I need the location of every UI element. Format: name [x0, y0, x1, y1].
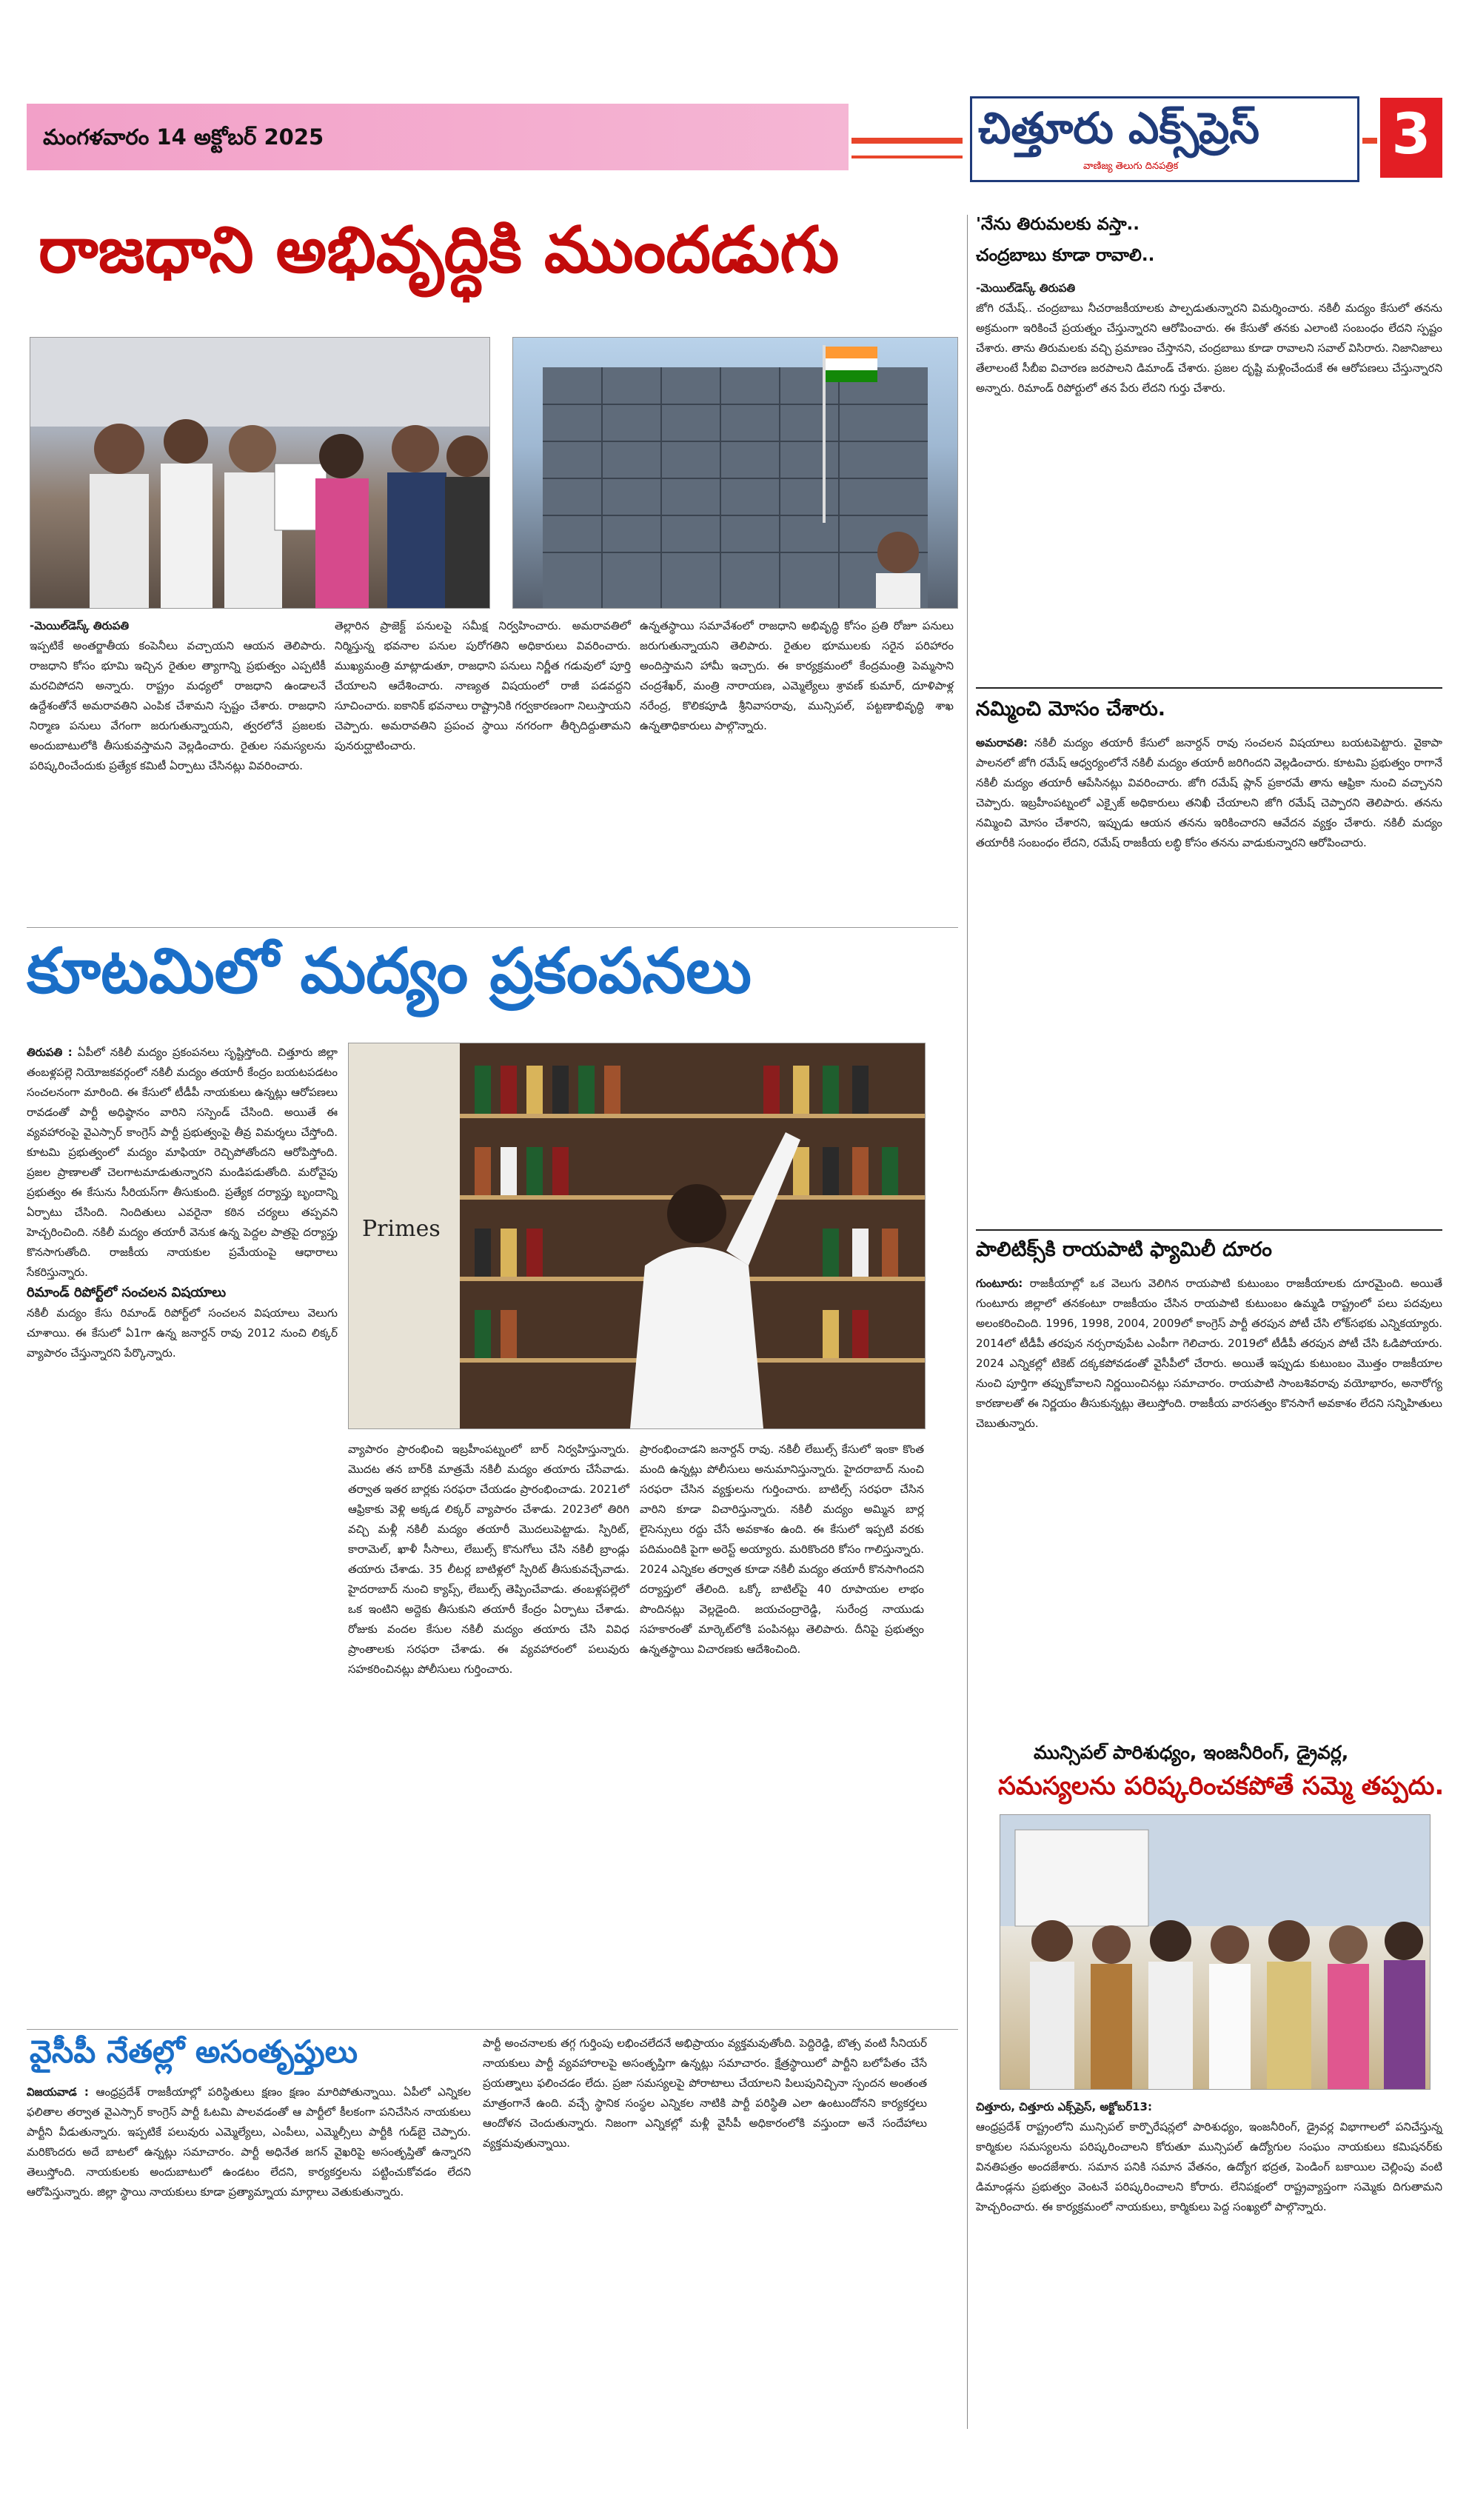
tirumala-body: [976, 278, 1446, 678]
municipal-body-text: ఆంధ్రప్రదేశ్ రాష్ట్రంలోని మున్సిపల్ కార్పొరేషన్లలో పారిశుధ్యం, ఇంజనీరింగ్, డ్రైవర్ల విభాగాలలో పనిచేస్తున్న కార్మికుల సమస్యలను పరిష్కరించాలని కోరుతూ మున్సిపల్ ఉద్యోగుల సంఘం నాయకులు కమిషనర్‌కు వినతిపత్రం అందజేశారు. సమాన పనికి సమాన వేతనం, ఉద్యోగ భద్రత, పెండింగ్ బకాయిల చెల్లింపు వంటి డిమాండ్లను ప్రభుత్వం వెంటనే పరిష్కరించాలని కోరారు. లేనిపక్షంలో రాష్ట్రవ్యాప్తంగా సమ్మెకు దిగుతామని హెచ్చరించారు. ఈ కార్యక్రమంలో నాయకులు, కార్మికులు పెద్ద సంఖ్యలో పాల్గొన్నారు.: [976, 2120, 1446, 2213]
tirumala-title-2: చంద్రబాబు కూడా రావాలి..: [976, 246, 1155, 265]
ysrcp-col1: [27, 2082, 475, 2430]
headline-ysrcp: వైసీపీ నేతల్లో అసంతృప్తులు: [30, 2033, 358, 2070]
photo-municipal-workers: [1000, 1814, 1430, 2090]
liquor-col1-text: ఏపీలో నకిలీ మద్యం ప్రకంపనలు సృష్టిస్తోంది. చిత్తూరు జిల్లా తంబళ్లపల్లె నియోజకవర్గంలో నకిలీ మద్యం తయారీ కేంద్రం బయటపడటం సంచలనంగా మారింది. ఈ కేసులో టీడీపీ నాయకులు ఉన్నట్లు ఆరోపణలు రావడంతో పార్టీ అధిష్ఠానం వారిని సస్పెండ్ చేసింది. అయితే ఈ వ్యవహారంపై వైఎస్సార్ కాంగ్రెస్ పార్టీ ప్రభుత్వంపై తీవ్ర విమర్శలు చేస్తోంది. కూటమి ప్రభుత్వంలో మద్యం మాఫియా రెచ్చిపోతోందని ఆరోపిస్తోంది. ప్రజల ప్రాణాలతో చెలగాటమాడుతున్నారని మండిపడుతోంది. మరోవైపు ప్రభుత్వం ఈ కేసును సీరియస్‌గా తీసుకుంది. ప్రత్యేక దర్యాప్తు బృందాన్ని ఏర్పాటు చేసింది. నిందితులు ఎవరైనా కఠిన చర్యలు తప్పవని హెచ్చరించింది. నకిలీ మద్యం తయారీ వెనుక ఉన్న పెద్దల పాత్రపై దర్యాప్తు కొనసాగుతోంది. రాజకీయ నాయకుల ప్రమేయంపై ఆధారాలు సేకరిస్తున్నారు.: [27, 1046, 341, 1279]
dateline: గుంటూరు:: [976, 1277, 1023, 1290]
workers-scene: [1000, 1815, 1430, 2089]
capital-col1-text: ఇప్పటికే అంతర్జాతీయ కంపెనీలు వచ్చాయని ఆయన తెలిపారు. రాజధాని కోసం భూమి ఇచ్చిన రైతుల త్యాగాన్ని ప్రభుత్వం ఎప్పటికీ మరచిపోదని అన్నారు. రాష్ట్రం మధ్యలో రాజధాని ఉండాలనే ఉద్దేశంతోనే అమరావతిని ఎంపిక చేశామని స్పష్టం చేశారు. రాజధాని నిర్మాణ పనులు వేగంగా జరుగుతున్నాయని, త్వరలోనే ప్రజలకు అందుబాటులోకి తీసుకువస్తామని వెల్లడించారు. రైతుల సమస్యలను పరిష్కరించేందుకు ప్రత్యేక కమిటీ ఏర్పాటు చేసినట్లు వివరించారు.: [30, 639, 329, 772]
ysrcp-col2: [483, 2033, 931, 2430]
liquor-col2-text: వ్యాపారం ప్రారంభించి ఇబ్రహీంపట్నంలో బార్ నిర్వహిస్తున్నారు. మొదట తన బార్‌కి మాత్రమే నకిలీ మద్యం తయారు చేసేవాడు. తర్వాత ఇతర బార్లకు సరఫరా చేయడం ప్రారంభించాడు. 2021లో ఆఫ్రికాకు వెళ్లి అక్కడ లిక్కర్ వ్యాపారం చేశాడు. 2023లో తిరిగి వచ్చి మళ్లీ నకిలీ మద్యం తయారీ మొదలుపెట్టాడు. స్పిరిట్, కారామెల్, ఖాళీ సీసాలు, లేబుల్స్ కొనుగోలు చేసి నకిలీ బ్రాండ్లు తయారు చేశాడు. 35 లీటర్ల బాటిళ్లలో స్పిరిట్ తీసుకువచ్చేవాడు. హైదరాబాద్ నుంచి క్యాప్స్, లేబుల్స్ తెప్పించేవాడు. తంబళ్లపల్లెలో ఒక ఇంటిని అద్దెకు తీసుకుని తయారీ కేంద్రం ఏర్పాటు చేశాడు. రోజుకు వందల కేసుల నకిలీ మద్యం తయారు చేసి వివిధ ప్రాంతాలకు సరఫరా చేశాడు. ఈ వ్యవహారంలో పలువురు సహకరించినట్లు పోలీసులు గుర్తించారు.: [348, 1443, 633, 1676]
tirumala-body-text: జోగి రమేష్.. చంద్రబాబు నీచరాజకీయాలకు పాల్పడుతున్నారని విమర్శించారు. నకిలీ మద్యం కేసులో తనను అక్రమంగా ఇరికించే ప్రయత్నం చేస్తున్నారని ఆరోపించారు. ఈ కేసుతో తనకు ఎలాంటి సంబంధం లేదని స్పష్టం చేశారు. తాను తిరుమలకు వచ్చి ప్రమాణం చేస్తానని, చంద్రబాబు కూడా రావాలని సవాల్ విసిరారు. నిజానిజాలు తేలాలంటే సీబీఐ విచారణ జరపాలని డిమాండ్ చేశారు. ప్రజల దృష్టి మళ్లించేందుకే ఈ ఆరోపణలు చేస్తున్నారని అన్నారు. రిమాండ్ రిపోర్టులో తన పేరు లేదని గుర్తు చేశారు.: [976, 301, 1446, 395]
municipal-subhead: మున్సిపల్ పారిశుధ్యం, ఇంజనీరింగ్, డ్రైవర్ల,: [1034, 1742, 1349, 1763]
section-rule: [27, 927, 958, 928]
logo-tagline: వాణిజ్య తెలుగు దినపత్రిక: [1083, 161, 1179, 172]
rayapati-body-text: రాజకీయాల్లో ఒక వెలుగు వెలిగిన రాయపాటి కుటుంబం రాజకీయాలకు దూరమైంది. అయితే గుంటూరు జిల్లాలో తనకంటూ రాజకీయం చేసిన రాయపాటి కుటుంబం ఉమ్మడి రాష్ట్రంలో పలు పదవులు అలంకరించింది. 1996, 1998, 2004, 2009లో కాంగ్రెస్ పార్టీ తరపున పోటీ చేసి లోక్‌సభకు ఎన్నికయ్యారు. 2014లో టీడీపీ తరపున నర్సరావుపేట ఎంపీగా గెలిచారు. 2019లో టీడీపీ తరపున పోటీ చేసి ఓడిపోయారు. 2024 ఎన్నికల్లో టికెట్ దక్కకపోవడంతో వైసీపీలో చేరారు. అయితే ఇప్పుడు కుటుంబం మొత్తం రాజకీయాల నుంచి పూర్తిగా తప్పుకోవాలని నిర్ణయించినట్లు సమాచారం. రాయపాటి సాంబశివరావు వయోభారం, అనారోగ్య కారణాలతో ఈ నిర్ణయం తీసుకున్నట్లు తెలుస్తోంది. రాజకీయ వారసత్వం కొనసాగే అవకాశం లేదని సన్నిహితులు చెబుతున్నారు.: [976, 1277, 1446, 1430]
dateline: విజయవాడ :: [27, 2085, 89, 2099]
logo-accent: [1362, 138, 1377, 144]
dateline: చిత్తూరు, చిత్తూరు ఎక్స్‌ప్రెస్, అక్టోబర్13:: [976, 2100, 1152, 2113]
headline-liquor: కూటమిలో మద్యం ప్రకంపనలు: [27, 935, 752, 1007]
ysrcp-col2-text: పార్టీ అంచనాలకు తగ్గ గుర్తింపు లభించలేదనే అభిప్రాయం వ్యక్తమవుతోంది. పెద్దిరెడ్డి, బొత్స వంటి సీనియర్ నాయకులు పార్టీ వ్యవహారాలపై అసంతృప్తిగా ఉన్నట్లు సమాచారం. క్షేత్రస్థాయిలో పార్టీని బలోపేతం చేసే ప్రయత్నాలు ఫలించడం లేదు. ప్రజా సమస్యలపై పోరాటాలు చేయాలని పిలుపునిచ్చినా స్పందన అంతంత మాత్రంగానే ఉంది. వచ్చే స్థానిక సంస్థల ఎన్నికల నాటికి పార్టీ పరిస్థితి ఎలా ఉంటుందోనని కార్యకర్తలు ఆందోళన చెందుతున్నారు. నిజంగా ఎన్నికల్లో మళ్లీ వైసీపీ అధికారంలోకి వస్తుందా అనే సందేహాలు వ్యక్తమవుతున్నాయి.: [483, 2036, 931, 2150]
rayapati-title: పాలిటిక్స్‌కి రాయపాటి ఫ్యామిలీ దూరం: [976, 1238, 1272, 1261]
cheated-title: నమ్మించి మోసం చేశారు.: [976, 698, 1166, 721]
building-scene: [513, 338, 957, 608]
store-sign: Primes: [362, 1216, 441, 1242]
remand-subhead: రిమాండ్ రిపోర్ట్‌లో సంచలన విషయాలు: [27, 1285, 227, 1300]
banner-accent: [851, 138, 963, 144]
liquor-col3-text: ప్రారంభించాడని జనార్దన్ రావు. నకిలీ లేబుల్స్ కేసులో ఇంకా కొంత మంది ఉన్నట్లు పోలీసులు అనుమానిస్తున్నారు. హైదరాబాద్ నుంచి సరఫరా చేసిన వ్యక్తులను గుర్తించారు. బాటిల్స్ సరఫరా చేసిన వారిని కూడా విచారిస్తున్నారు. నకిలీ మద్యం అమ్మిన బార్ల లైసెన్సులు రద్దు చేసే అవకాశం ఉంది. ఈ కేసులో ఇప్పటి వరకు పదిమందికి పైగా అరెస్ట్ అయ్యారు. మరికొందరి కోసం గాలిస్తున్నారు. 2024 ఎన్నికల తర్వాత కూడా నకిలీ మద్యం తయారీ కొనసాగిందని దర్యాప్తులో తేలింది. ఒక్కో బాటిల్‌పై 40 రూపాయల లాభం పొందినట్లు వెల్లడైంది. జయచంద్రారెడ్డి, సురేంద్ర నాయుడు సహకారంతో మార్కెట్‌లోకి పంపినట్లు తెలిపారు. దీనిపై ప్రభుత్వం ఉన్నతస్థాయి విచారణకు ఆదేశించింది.: [640, 1443, 928, 1656]
ysrcp-col1-text: ఆంధ్రప్రదేశ్ రాజకీయాల్లో పరిస్థితులు క్షణం క్షణం మారిపోతున్నాయి. ఏపీలో ఎన్నికల ఫలితాల తర్వాత వైఎస్సార్ కాంగ్రెస్ పార్టీ ఓటమి పాలవడంతో ఆ పార్టీలో కీలకంగా పనిచేసిన నాయకులు పార్టీని వీడుతున్నారు. ఇప్పటికే పలువురు ఎమ్మెల్యేలు, ఎంపీలు, ఎమ్మెల్సీలు పార్టీకి గుడ్‌బై చెప్పారు. మరికొందరు అదే బాటలో ఉన్నట్లు సమాచారం. పార్టీ అధినేత జగన్ వైఖరిపై అసంతృప్తితో ఉన్నారని తెలుస్తోంది. నాయకులకు అందుబాటులో ఉండటం లేదని, కార్యకర్తలను పట్టించుకోవడం లేదని ఆరోపిస్తున్నారు. జిల్లా స్థాయి నాయకులు కూడా ప్రత్యామ్నాయ మార్గాలు వెతుకుతున్నారు.: [27, 2085, 475, 2199]
tirumala-title-1: 'నేను తిరుమలకు వస్తా..: [976, 215, 1140, 234]
liquor-col3: [640, 1440, 928, 2002]
byline: -మెయిల్‌డెస్క్ తిరుపతి: [976, 281, 1076, 295]
liquor-shelves: [349, 1043, 925, 1428]
photo-liquor-store: [348, 1043, 926, 1429]
photo-amaravati-building: [512, 337, 958, 609]
cheated-body-text: నకిలీ మద్యం తయారీ కేసులో జనార్దన్ రావు సంచలన విషయాలు బయటపెట్టారు. వైకాపా పాలనలో జోగి రమేష్ ఆధ్వర్యంలోనే నకిలీ మద్యం తయారీ జరిగిందని వెల్లడించారు. కూటమి ప్రభుత్వం రాగానే నకిలీ మద్యం తయారీ ఆపేసినట్లు వివరించారు. జోగి రమేష్ ప్లాన్ ప్రకారమే తాను ఆఫ్రికా నుంచి వచ్చానని చెప్పారు. ఇబ్రహీంపట్నంలో ఎక్సైజ్ అధికారులు తనిఖీ చేయాలని జోగి రమేష్ చెప్పారని తెలిపారు. తనను నమ్మించి మోసం చేశారని, ఇప్పుడు ఆయన తనను ఇరికించారని ఆవేదన వ్యక్తం చేశారు. నకిలీ మద్యం తయారీకి సంబంధం లేదని, రమేష్ రాజకీయ లబ్ధి కోసం తనను వాడుకున్నారని ఆరోపించారు.: [976, 736, 1446, 849]
section-rule: [976, 1229, 1442, 1231]
capital-col3-text: ఉన్నతస్థాయి సమావేశంలో రాజధాని అభివృద్ధి కోసం ప్రతి రోజూ పనులు జరుగుతున్నాయని తెలిపారు. రైతుల భూములకు సరైన పరిహారం అందిస్తామని హామీ ఇచ్చారు. ఈ కార్యక్రమంలో కేంద్రమంత్రి పెమ్మసాని చంద్రశేఖర్, మంత్రి నారాయణ, ఎమ్మెల్యేలు శ్రావణ్ కుమార్, దూళిపాళ్ల నరేంద్ర, కొలికపూడి శ్రీనివాసరావు, మున్సిపల్, పట్టణాభివృద్ధి శాఖ ఉన్నతాధికారులు పాల్గొన్నారు.: [640, 619, 957, 732]
date-text: మంగళవారం 14 అక్టోబర్ 2025: [43, 124, 324, 150]
logo: [970, 96, 1359, 182]
dateline: అమరావతి:: [976, 736, 1028, 749]
section-rule: [27, 2029, 958, 2030]
cheated-body: [976, 733, 1446, 1222]
liquor-col1b-text: నకిలీ మద్యం కేసు రిమాండ్ రిపోర్ట్‌లో సంచలన విషయాలు వెలుగు చూశాయి. ఈ కేసులో ఏ1గా ఉన్న జనార్దన్ రావు 2012 నుంచి లిక్కర్ వ్యాపారం చేస్తున్నారని పేర్కొన్నారు.: [27, 1306, 341, 1360]
liquor-col2: [348, 1440, 633, 2002]
banner-accent: [851, 156, 963, 158]
felicitation-scene: [30, 338, 489, 608]
photo-felicitation: [30, 337, 490, 609]
municipal-headline: సమస్యలను పరిష్కరించకపోతే సమ్మె తప్పదు.: [998, 1771, 1445, 1801]
capital-col2-text: తెల్లారిన ప్రాజెక్ట్ పనులపై సమీక్ష నిర్వహించారు. అమరావతిలో నిర్మిస్తున్న భవనాల పనుల పురోగతిని అధికారులు వివరించారు. ముఖ్యమంత్రి మాట్లాడుతూ, రాజధాని పనులు నిర్ణీత గడువులో పూర్తి చేయాలని ఆదేశించారు. నాణ్యత విషయంలో రాజీ పడవద్దని సూచించారు. ఐకానిక్ భవనాలు రాష్ట్రానికి గర్వకారణంగా నిలుస్తాయని చెప్పారు. అమరావతిని ప్రపంచ స్థాయి నగరంగా తీర్చిదిద్దుతామని పునరుద్ఘాటించారు.: [335, 619, 635, 752]
logo-text: చిత్తూరు ఎక్స్‌ప్రెస్: [978, 103, 1259, 153]
headline-capital: రాజధాని అభివృద్ధికి ముందడుగు: [39, 213, 840, 287]
liquor-col1: [27, 1043, 341, 2020]
municipal-body: [976, 2097, 1446, 2430]
page-number: 3: [1391, 101, 1431, 167]
section-rule: [976, 687, 1442, 689]
dateline: తిరుపతి :: [27, 1046, 73, 1059]
byline: -మెయిల్‌డెస్క్ తిరుపతి: [30, 619, 130, 632]
rayapati-body: [976, 1274, 1446, 1718]
column-divider: [967, 215, 968, 2429]
